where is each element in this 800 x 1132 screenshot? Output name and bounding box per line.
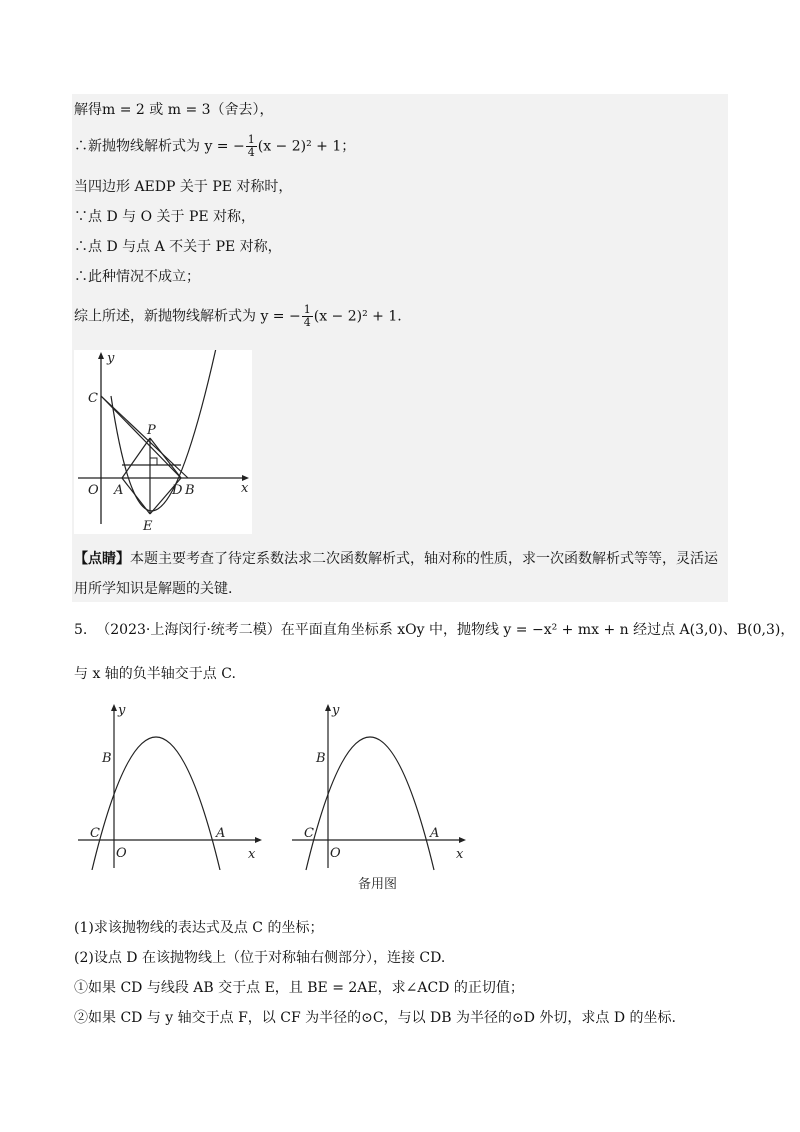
spare-figure-caption: 备用图 [358, 877, 398, 892]
label-y: y [107, 351, 115, 366]
label-b: B [316, 751, 326, 766]
y-axis-arrow [325, 704, 331, 711]
solution-line-3: 当四边形 AEDP 关于 PE 对称时， [74, 179, 293, 195]
spare-figure [288, 700, 488, 900]
fraction-numerator: 1 [247, 133, 255, 146]
label-x: x [248, 847, 256, 862]
problem-number: 5. [74, 622, 88, 638]
problem-source: （2023·上海闵行·统考二模） [96, 622, 281, 638]
question-2a: ①如果 CD 与线段 AB 交于点 E，且 BE = 2AE，求∠ACD 的正切值； [74, 980, 524, 996]
label-e: E [143, 519, 153, 534]
x-axis-arrow [459, 837, 466, 843]
fraction-numerator: 1 [303, 303, 311, 316]
problem-stem-2: 与 x 轴的负半轴交于点 C. [74, 666, 236, 682]
fraction-denominator: 4 [303, 316, 311, 329]
label-o: O [88, 483, 99, 498]
label-c: C [88, 391, 98, 406]
problem-5-stem-line-1 [74, 620, 794, 640]
fraction [302, 304, 313, 329]
solution-line-7-prefix: 综上所述，新抛物线解析式为 y = − [74, 308, 301, 325]
label-y: y [332, 703, 340, 718]
comment-block [74, 544, 724, 604]
question-1: (1)求该抛物线的表达式及点 C 的坐标； [74, 920, 324, 936]
fraction-denominator: 4 [247, 146, 255, 159]
label-y: y [118, 703, 126, 718]
question-2: (2)设点 D 在该抛物线上（位于对称轴右侧部分），连接 CD. [74, 950, 446, 966]
solution-line-2-suffix: (x − 2)² + 1； [257, 138, 356, 155]
solution-line-1: 解得m = 2 或 m = 3（舍去）， [74, 102, 274, 118]
problem-stem-1: 在平面直角坐标系 xOy 中，抛物线 y = −x² + mx + n 经过点 A(3,0)、B(0,3)， [280, 622, 795, 638]
solution-figure [74, 350, 252, 534]
fraction [246, 134, 257, 159]
label-d: D [172, 483, 183, 498]
label-b: B [102, 751, 112, 766]
solution-line-2-prefix: ∴新抛物线解析式为 y = − [74, 138, 245, 155]
label-o: O [330, 846, 341, 861]
x-axis-arrow [255, 837, 262, 843]
label-o: O [116, 846, 127, 861]
label-c: C [304, 826, 314, 841]
label-p: P [147, 423, 156, 438]
label-x: x [241, 481, 249, 496]
label-b: B [185, 483, 195, 498]
question-2b: ②如果 CD 与 y 轴交于点 F，以 CF 为半径的⊙C，与以 DB 为半径的⊙D 外切，求点 D 的坐标. [74, 1010, 676, 1026]
solution-line-4: ∵点 D 与 O 关于 PE 对称， [74, 209, 256, 225]
problem-figure [74, 700, 274, 870]
comment-text: 本题主要考查了待定系数法求二次函数解析式，轴对称的性质，求一次函数解析式等等，灵活运用所学知识是解题的关键. [74, 551, 718, 597]
solution-line-7-suffix: (x − 2)² + 1. [313, 308, 402, 325]
solution-line-7 [74, 304, 402, 329]
label-a: A [216, 826, 226, 841]
label-a: A [430, 826, 440, 841]
label-c: C [90, 826, 100, 841]
label-a: A [114, 483, 124, 498]
solution-line-6: ∴此种情况不成立； [74, 269, 200, 285]
label-x: x [456, 847, 464, 862]
y-axis-arrow [111, 704, 117, 711]
solution-line-2 [74, 134, 355, 159]
comment-tag: 【点睛】 [74, 551, 130, 567]
solution-line-5: ∴点 D 与点 A 不关于 PE 对称， [74, 239, 282, 255]
